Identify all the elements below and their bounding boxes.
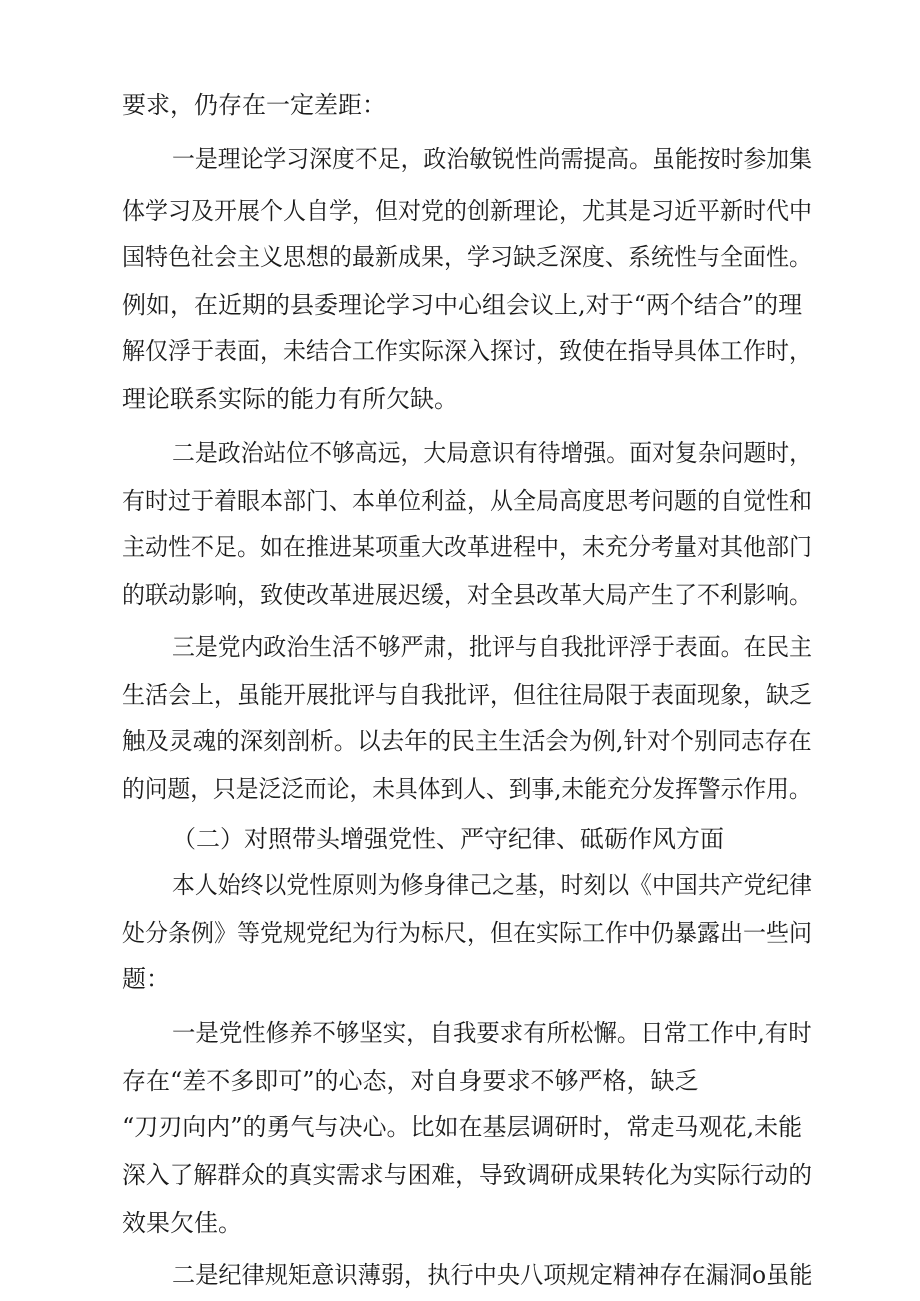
text-line: 有时过于着眼本部门、本单位利益，从全局高度思考问题的自觉性和	[122, 487, 812, 515]
text-line: 的联动影响，致使改革进展迟缓，对全县改革大局产生了不利影响。	[122, 581, 812, 609]
text-line: 存在“差不多即可”的心态，对自身要求不够严格，缺乏	[122, 1067, 699, 1095]
text-line: 生活会上，虽能开展批评与自我批评，但往往局限于表面现象，缺乏	[122, 681, 812, 709]
text-line: 理论联系实际的能力有所欠缺。	[122, 385, 458, 413]
text-line: 效果欠佳。	[122, 1209, 242, 1237]
text-line: 本人始终以党性原则为修身律己之基，时刻以《中国共产党纪律	[172, 871, 813, 899]
text-line: 一是理论学习深度不足，政治敏锐性尚需提高。虽能按时参加集	[172, 145, 813, 173]
text-line: 一是党性修养不够坚实，自我要求有所松懈。日常工作中,有时	[172, 1019, 812, 1047]
text-line: 的问题，只是泛泛而论，未具体到人、到事,未能充分发挥警示作用。	[122, 775, 812, 803]
text-line: 要求，仍存在一定差距：	[122, 91, 386, 119]
text-line: 二是纪律规矩意识薄弱，执行中央八项规定精神存在漏洞o虽能	[172, 1261, 813, 1289]
section-heading: （二）对照带头增强党性、严守纪律、砥砺作风方面	[172, 825, 724, 853]
text-line: 处分条例》等党规党纪为行为标尺，但在实际工作中仍暴露出一些问	[122, 919, 812, 947]
text-line: 二是政治站位不够高远，大局意识有待增强。面对复杂问题时，	[172, 439, 813, 467]
text-line: 解仅浮于表面，未结合工作实际深入探讨，致使在指导具体工作时，	[122, 337, 812, 365]
text-line: 三是党内政治生活不够严肃，批评与自我批评浮于表面。在民主	[172, 633, 813, 661]
text-line: 触及灵魂的深刻剖析。以去年的民主生活会为例,针对个别同志存在	[122, 727, 812, 755]
text-line: 题：	[122, 965, 170, 993]
text-line: 体学习及开展个人自学，但对党的创新理论，尤其是习近平新时代中	[122, 197, 812, 225]
text-line: “刀刃向内”的勇气与决心。比如在基层调研时，常走马观花,未能	[122, 1113, 803, 1141]
text-line: 例如，在近期的县委理论学习中心组会议上,对于“两个结合”的理	[122, 291, 803, 319]
text-line: 深入了解群众的真实需求与困难，导致调研成果转化为实际行动的	[122, 1161, 813, 1189]
text-line: 主动性不足。如在推进某项重大改革进程中，未充分考量对其他部门	[122, 533, 812, 561]
text-line: 国特色社会主义思想的最新成果，学习缺乏深度、系统性与全面性。	[122, 243, 812, 271]
